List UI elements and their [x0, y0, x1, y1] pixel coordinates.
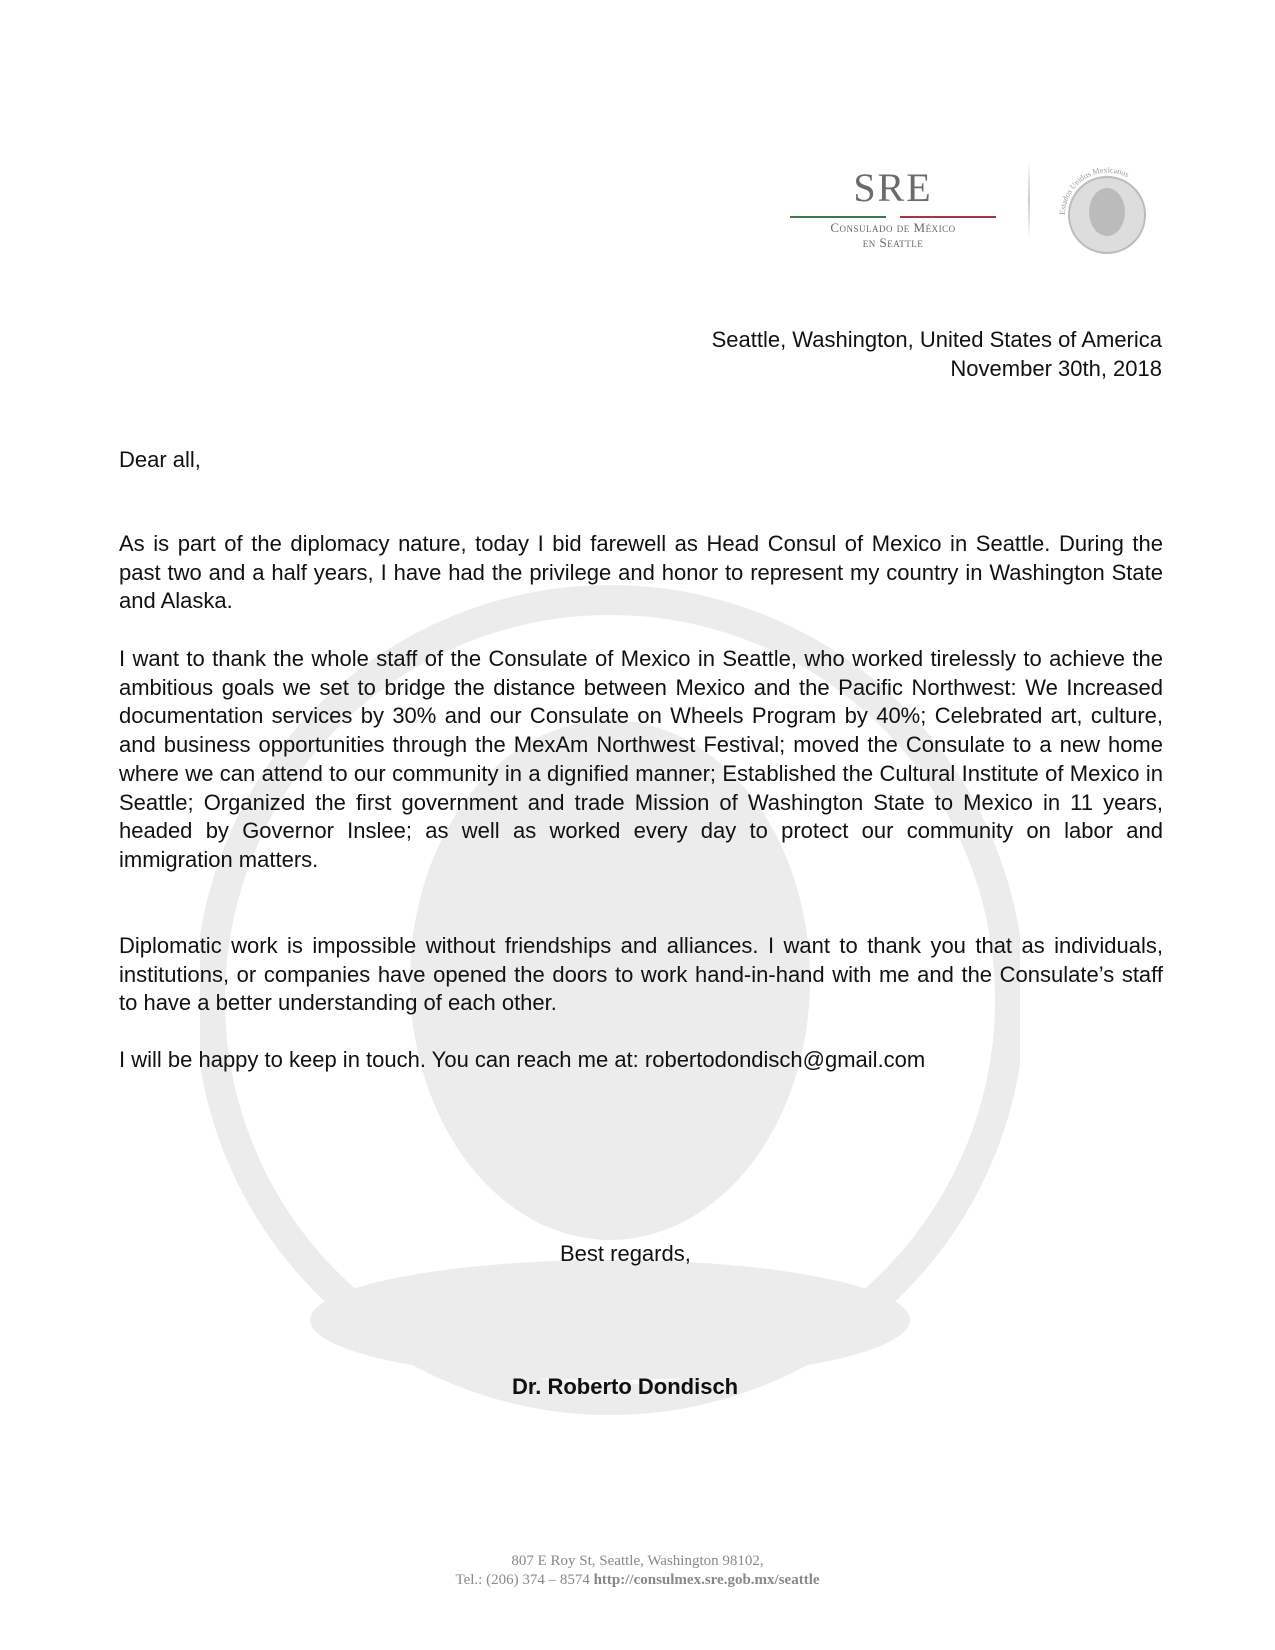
body-paragraph: As is part of the diplomacy nature, today I bid farewell as Head Consul of Mexico in Seattle. During the past two and a half years, I have had the privilege and honor to represent my country in Washington State and Alaska. [119, 531, 1163, 614]
sre-logo-text: SRE [853, 165, 933, 210]
logo-divider [1028, 160, 1030, 240]
seal-text: Estados Unidos Mexicanos [1057, 165, 1131, 216]
place-and-date [712, 326, 1162, 383]
signature-name: Dr. Roberto Dondisch [512, 1374, 739, 1399]
body-paragraph: I want to thank the whole staff of the Consulate of Mexico in Seattle, who worked tirelessly to achieve the ambitious goals we set to bridge the distance between Mexico and the Pacific Northwest: We Increased documentation services by 30% and our Consulate on Wheels Program by 40%; Celebrated art, culture, and business opportunities through the MexAm Northwest Festival; moved the Consulate to a new home where we can attend to our community in a dignified manner; Established the Cultural Institute of Mexico in Seattle; Organized the first government and trade Mission of Washington State to Mexico in 11 years, headed by Governor Inslee; as well as worked every day to protect our community on labor and immigration matters. [119, 646, 1163, 872]
consulado-name [788, 220, 998, 250]
consulado-line-2: en Seattle [862, 235, 924, 250]
date-line: November 30th, 2018 [950, 355, 1162, 381]
closing: Best regards, [560, 1241, 691, 1266]
consulado-line-1: Consulado de México [830, 220, 956, 235]
footer [0, 1552, 1275, 1590]
mexican-coat-of-arms-icon [1050, 160, 1165, 260]
sre-logo [788, 165, 998, 258]
body-paragraph: Diplomatic work is impossible without friendships and alliances. I want to thank you that as individuals, institutions, or companies have opened the doors to work hand-in-hand with me and the Consulate’s staff to have a better understanding of each other. [119, 933, 1163, 1016]
body-paragraph: I will be happy to keep in touch. You can reach me at: robertodondisch@gmail.com [119, 1047, 926, 1072]
footer-phone: Tel.: (206) 374 – 8574 [455, 1572, 590, 1588]
green-rule [790, 216, 886, 218]
location-line: Seattle, Washington, United States of America [711, 327, 1162, 352]
footer-url-link[interactable]: http://consulmex.sre.gob.mx/seattle [593, 1572, 820, 1588]
footer-address: 807 E Roy St, Seattle, Washington 98102, [511, 1553, 764, 1569]
red-rule [900, 216, 996, 218]
greeting: Dear all, [119, 447, 201, 472]
